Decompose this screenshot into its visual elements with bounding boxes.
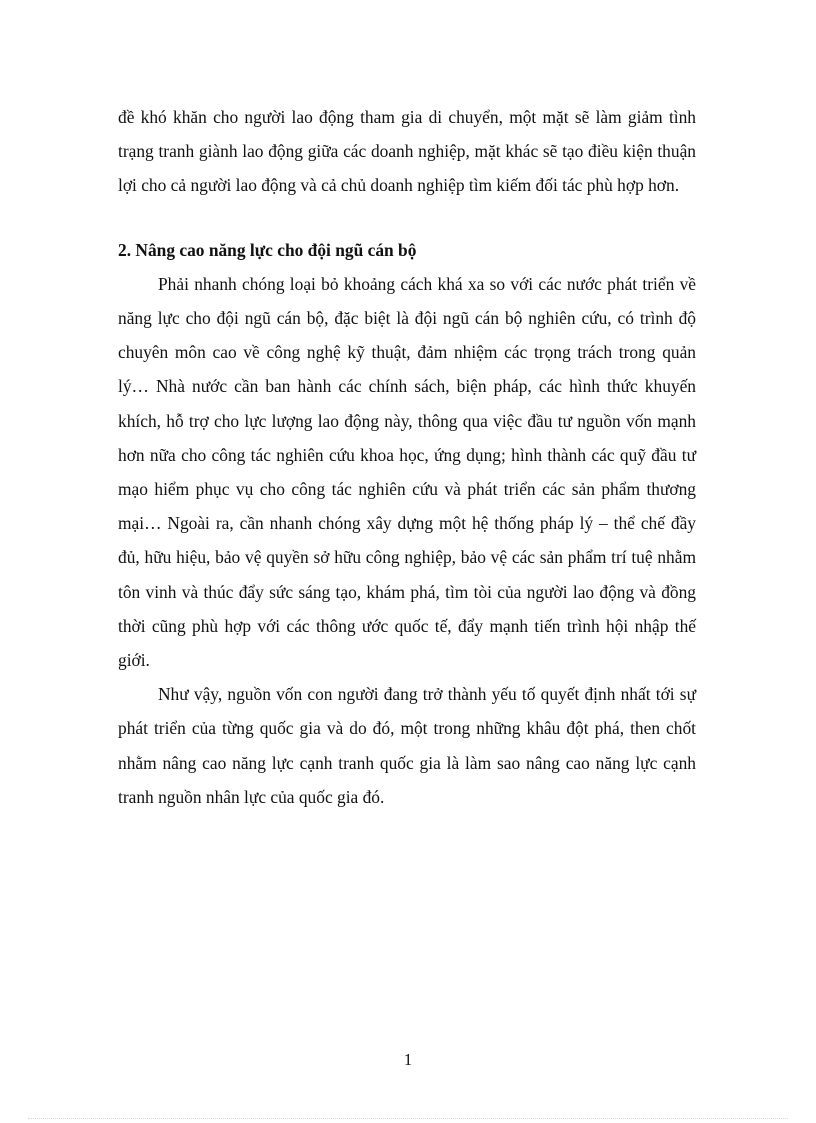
continuation-paragraph: đề khó khăn cho người lao động tham gia di chuyển, một mặt sẽ làm giảm tình trạng tranh giành lao động giữa các doanh nghiệp, mặt khác sẽ tạo điều kiện thuận lợi cho cả người lao động và cả chủ doanh nghiệp tìm kiếm đối tác phù hợp hơn. [118,107,696,196]
page-number: 1 [403,1050,413,1069]
document-body [118,100,696,814]
body-paragraph-2: Như vậy, nguồn vốn con người đang trở thành yếu tố quyết định nhất tới sự phát triển của từng quốc gia và do đó, một trong những khâu đột phá, then chốt nhằm nâng cao năng lực cạnh tranh quốc gia là làm sao nâng cao năng lực cạnh tranh nguồn nhân lực của quốc gia đó. [118,684,696,807]
body-paragraph-1: Phải nhanh chóng loại bỏ khoảng cách khá xa so với các nước phát triển về năng lực cho đội ngũ cán bộ, đặc biệt là đội ngũ cán bộ nghiên cứu, có trình độ chuyên môn cao về công nghệ kỹ thuật, đảm nhiệm các trọng trách trong quản lý… Nhà nước cần ban hành các chính sách, biện pháp, các hình thức khuyến khích, hỗ trợ cho lực lượng lao động này, thông qua việc đầu tư nguồn vốn mạnh hơn nữa cho công tác nghiên cứu khoa học, ứng dụng; hình thành các quỹ đầu tư mạo hiểm phục vụ cho công tác nghiên cứu và phát triển các sản phẩm thương mại… Ngoài ra, cần nhanh chóng xây dựng một hệ thống pháp lý – thể chế đầy đủ, hữu hiệu, bảo vệ quyền sở hữu công nghiệp, bảo vệ các sản phẩm trí tuệ nhằm tôn vinh và thúc đẩy sức sáng tạo, khám phá, tìm tòi của người lao động và đồng thời cũng phù hợp với các thông ước quốc tế, đẩy mạnh tiến trình hội nhập thế giới. [118,273,696,671]
section-heading: 2. Nâng cao năng lực cho đội ngũ cán bộ [118,239,417,260]
page-bottom-divider [28,1118,788,1119]
